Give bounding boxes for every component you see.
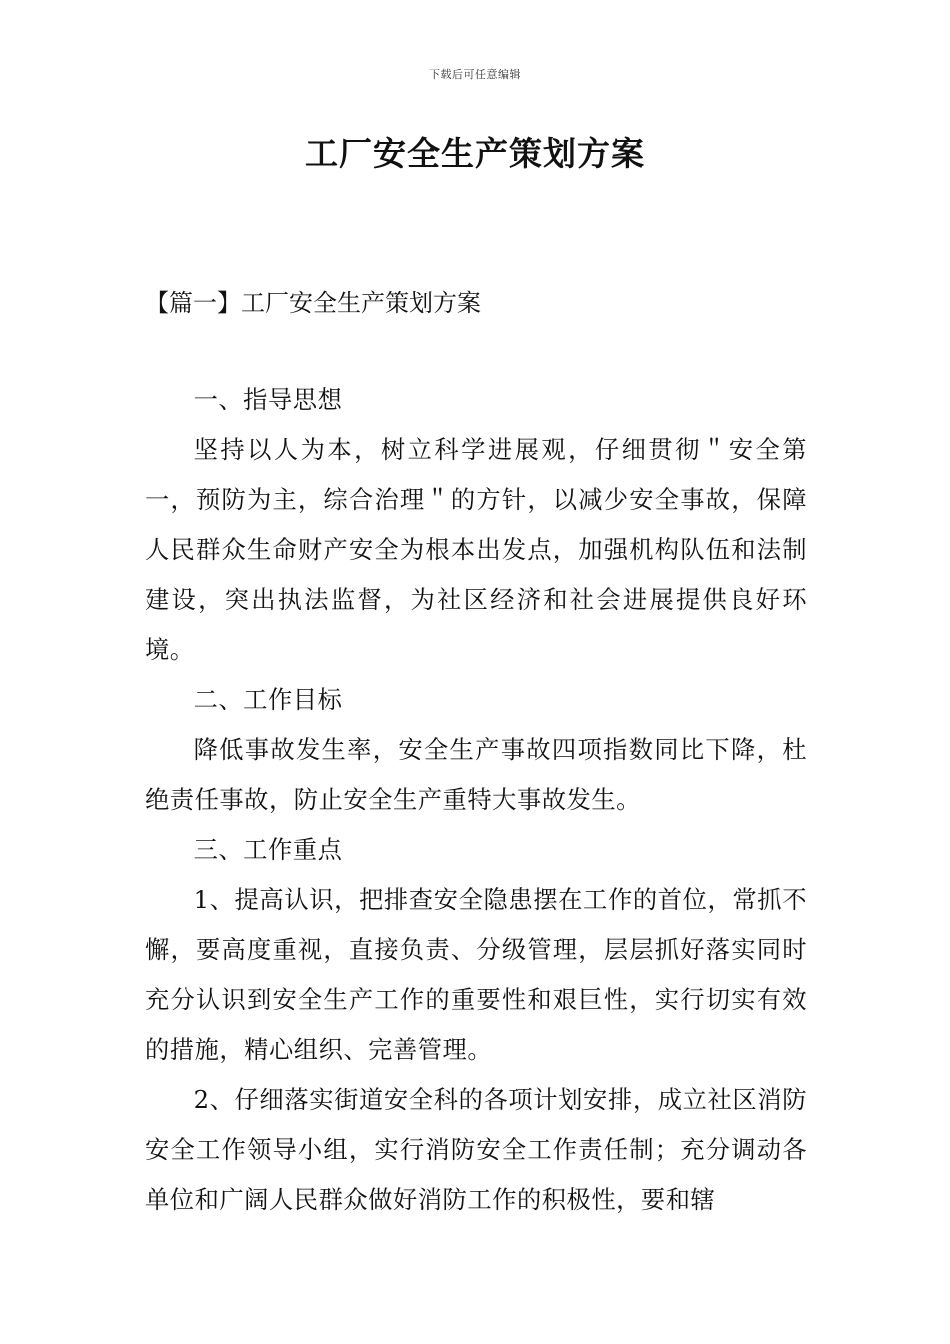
subheading-work-goals: 二、工作目标 (193, 685, 343, 714)
document-title: 工厂安全生产策划方案 (305, 134, 645, 173)
paragraph-focus-item-2: 2、仔细落实街道安全科的各项计划安排，成立社区消防安全工作领导小组，实行消防安全工作责任制；充分调动各单位和广阔人民群众做好消防工作的积极性，要和辖 (145, 1085, 807, 1214)
section-heading: 【篇一】工厂安全生产策划方案 (145, 289, 481, 317)
paragraph-guiding-ideology: 坚持以人为本，树立科学进展观，仔细贯彻＂安全第一，预防为主，综合治理＂的方针，以减少安全事故，保障人民群众生命财产安全为根本出发点，加强机构队伍和法制建设，突出执法监督，为社区经济和社会进展提供良好环境。 (145, 435, 807, 664)
subheading-work-focus: 三、工作重点 (193, 835, 343, 864)
paragraph-focus-item-1: 1、提高认识，把排查安全隐患摆在工作的首位，常抓不懈，要高度重视，直接负责、分级管理，层层抓好落实同时充分认识到安全生产工作的重要性和艰巨性，实行切实有效的措施，精心组织、完善管理。 (145, 885, 807, 1064)
subheading-guiding-ideology: 一、指导思想 (193, 385, 343, 414)
header-note: 下载后可任意编辑 (429, 68, 521, 81)
paragraph-work-goals: 降低事故发生率，安全生产事故四项指数同比下降，杜绝责任事故，防止安全生产重特大事故发生。 (145, 735, 807, 814)
document-body (145, 375, 807, 1225)
